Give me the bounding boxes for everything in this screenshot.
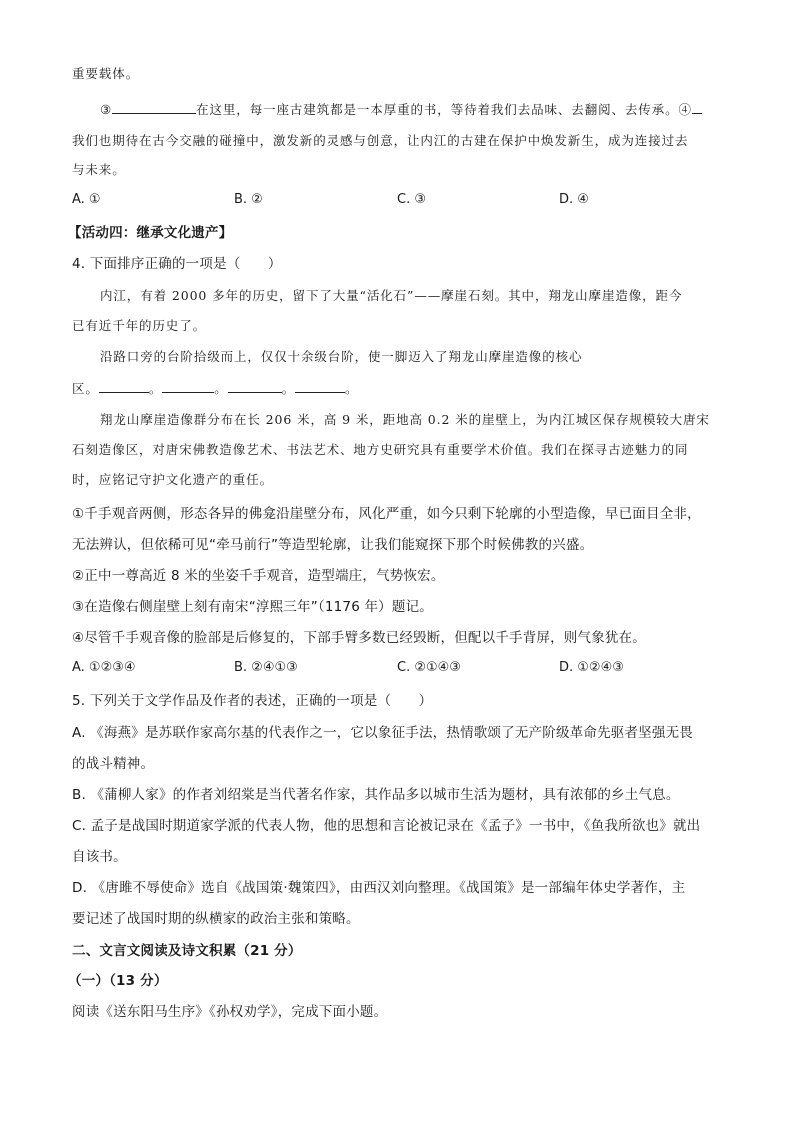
q5-stem: 5. 下列关于文学作品及作者的表述，正确的一项是（ ） xyxy=(72,693,433,709)
q4-passage-2a: 沿路口旁的台阶拾级而上，仅仅十余级台阶，使一脚迈入了翔龙山摩崖造像的核心 xyxy=(100,349,583,364)
section-two-instruction: 阅读《送东阳马生序》《孙权劝学》，完成下面小题。 xyxy=(72,1004,388,1020)
activity-four-title: 【活动四：继承文化遗产】 xyxy=(68,225,233,241)
sep-1: 。 xyxy=(148,381,163,396)
reading-line-1: 重要载体。 xyxy=(72,66,140,81)
reading-line-2 xyxy=(100,99,702,120)
section-two-title: 二、文言文阅读及诗文积累（21 分） xyxy=(72,943,302,959)
sort-blank-1[interactable] xyxy=(99,378,149,393)
q5-option-c-line2: 自该书。 xyxy=(72,849,127,865)
q3-option-a[interactable]: A. ① xyxy=(72,192,101,207)
sort-blank-3[interactable] xyxy=(228,378,282,393)
q4-sentence-2: ②正中一尊高近 8 米的坐姿千手观音，造型端庄，气势恢宏。 xyxy=(72,568,445,584)
q5-option-a-line1[interactable]: A. 《海燕》是苏联作家高尔基的代表作之一，它以象征手法，热情歌颂了无产阶级革命先驱者坚强无畏 xyxy=(72,725,693,741)
q4-option-a[interactable]: A. ①②③④ xyxy=(72,660,136,675)
reading-line-2-text: 在这里，每一座古建筑都是一本厚重的书，等待着我们去品味、去翻阅、去传承。④ xyxy=(196,102,692,117)
q3-option-c[interactable]: C. ③ xyxy=(397,192,426,207)
q4-passage-3c: 时，应铭记守护文化遗产的重任。 xyxy=(72,472,274,487)
answer-blank-3[interactable] xyxy=(112,99,196,114)
q4-sentence-3: ③在造像右侧崖壁上刻有南宋“淳熙三年”（1176 年）题记。 xyxy=(72,599,433,615)
q4-option-d[interactable]: D. ①②④③ xyxy=(559,660,624,675)
q4-sentence-1b: 无法辨认，但依稀可见“牵马前行”等造型轮廓，让我们能窥探下那个时候佛教的兴盛。 xyxy=(72,537,594,553)
q4-passage-1a: 内江，有着 2000 多年的历史，留下了大量“活化石”——摩崖石刻。其中，翔龙山摩崖造像，距今 xyxy=(100,288,683,303)
q4-option-b[interactable]: B. ②④①③ xyxy=(234,660,298,675)
q5-option-c-line1[interactable]: C. 孟子是战国时期道家学派的代表人物，他的思想和言论被记录在《孟子》一书中，《鱼我所欲也》就出 xyxy=(72,818,701,834)
q4-passage-3b: 石刻造像区，对唐宋佛教造像艺术、书法艺术、地方史研究具有重要学术价值。我们在探寻古迹魅力的同 xyxy=(72,442,689,457)
sep-4: 。 xyxy=(345,381,359,396)
sep-2: 。 xyxy=(214,381,228,396)
q4-passage-2b-start: 区。 xyxy=(72,381,99,396)
q4-passage-3a: 翔龙山摩崖造像群分布在长 206 米，高 9 米，距地高 0.2 米的崖壁上，为内江城区保存规模较大唐宋 xyxy=(100,412,710,427)
reading-line-3: 我们也期待在古今交融的碰撞中，激发新的灵感与创意，让内江的古建在保护中焕发新生，成为连接过去 xyxy=(72,133,689,148)
q5-option-a-line2: 的战斗精神。 xyxy=(72,756,155,772)
q3-option-b[interactable]: B. ② xyxy=(234,192,263,207)
q4-passage-1b: 已有近千年的历史了。 xyxy=(72,318,207,333)
q4-stem: 4. 下面排序正确的一项是（ ） xyxy=(72,256,282,272)
reading-line-4: 与未来。 xyxy=(72,162,126,177)
q4-option-c[interactable]: C. ②①④③ xyxy=(397,660,461,675)
sep-3: 。 xyxy=(281,381,296,396)
circled-number-3: ③ xyxy=(100,102,113,117)
q4-passage-2b xyxy=(72,378,358,399)
sort-blank-4[interactable] xyxy=(295,378,345,393)
q5-option-d-line1[interactable]: D. 《唐雎不辱使命》选自《战国策·魏策四》，由西汉刘向整理。《战国策》是一部编年体史学著作，主 xyxy=(72,880,686,896)
q3-option-d[interactable]: D. ④ xyxy=(559,192,589,207)
answer-blank-4[interactable] xyxy=(692,99,702,114)
q5-option-d-line2: 要记述了战国时期的纵横家的政治主张和策略。 xyxy=(72,911,360,927)
section-two-sub: （一）（13 分） xyxy=(68,973,168,989)
q4-sentence-4: ④尽管千手观音像的脸部是后修复的，下部手臂多数已经毁断，但配以千手背屏，则气象犹在。 xyxy=(72,630,647,646)
sort-blank-2[interactable] xyxy=(162,378,214,393)
q5-option-b[interactable]: B. 《蒲柳人家》的作者刘绍棠是当代著名作家，其作品多以城市生活为题材，具有浓郁的乡土气息。 xyxy=(72,787,680,803)
q4-sentence-1a: ①千手观音两侧，形态各异的佛龛沿崖壁分布，风化严重，如今只剩下轮廓的小型造像，早已面目全非， xyxy=(72,506,701,522)
